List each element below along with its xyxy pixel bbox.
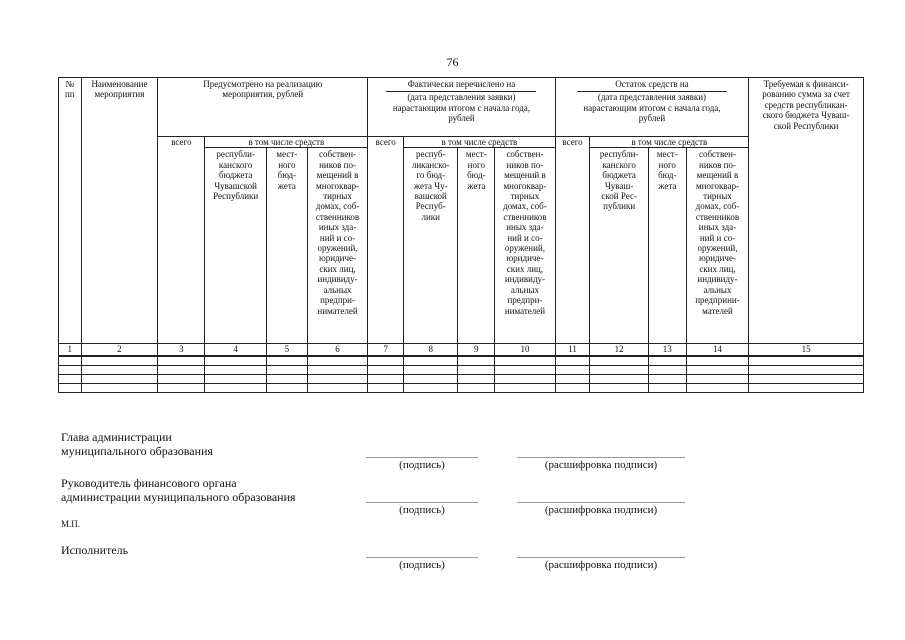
header-republic-budget: республи- канского бюджета Чувашской Республики [205, 148, 266, 344]
header-event-name: Наименование мероприятия [81, 78, 158, 344]
column-number: 1 [59, 344, 82, 357]
header-row-number: № пп [59, 78, 82, 344]
column-numbers-row [59, 344, 864, 357]
column-number: 8 [404, 344, 458, 357]
signature-caption: (подпись) [399, 559, 445, 571]
header-local-budget: мест- ного бюд- жета [648, 148, 686, 344]
signature-caption: (подпись) [399, 459, 445, 471]
fin-signature-line [366, 502, 478, 503]
header-balance-sub: (дата представления заявки) нарастающим итогом с начала года, рублей [583, 92, 721, 124]
column-number: 9 [458, 344, 495, 357]
header-required: Требуемая к финанси- рованию сумма за счет средств республикан- ского бюджета Чуваш- ской Республики [749, 78, 864, 344]
head-signature-line [366, 457, 478, 458]
executor-label: Исполнитель [61, 543, 129, 557]
column-number: 5 [266, 344, 307, 357]
fin-decode-line [517, 502, 685, 503]
header-including: в том числе средств [205, 137, 368, 148]
header-owners-funds: собствен- ников по- мещений в многоквар- тирных домах, соб- ственников иных зда- ний и со- оружений, юридиче- ских лиц, индивиду- альных предпри- нимателей [307, 148, 367, 344]
head-decode-line [517, 457, 685, 458]
decode-caption: (расшифровка подписи) [544, 559, 658, 571]
header-owners-funds: собствен- ников по- мещений в многоквар- тирных домах, соб- ственников иных зда- ний и со- оружений, юридиче- ских лиц, индивиду- альных предприни- мателей [686, 148, 748, 344]
table-row [59, 375, 864, 384]
header-including: в том числе средств [590, 137, 749, 148]
column-number: 13 [648, 344, 686, 357]
header-local-budget: мест- ного бюд- жета [458, 148, 495, 344]
header-transferred-sub: (дата представления заявки) нарастающим итогом с начала года, рублей [392, 92, 531, 124]
executor-signature-line [366, 557, 478, 558]
column-number: 10 [495, 344, 555, 357]
header-balance-title: Остаток средств на [615, 79, 689, 89]
column-number: 15 [749, 344, 864, 357]
fin-title-line1: Руководитель финансового органа [61, 476, 237, 490]
column-number: 6 [307, 344, 367, 357]
page-number: 76 [446, 55, 459, 69]
column-number: 11 [555, 344, 590, 357]
column-number: 2 [81, 344, 158, 357]
column-number: 4 [205, 344, 266, 357]
header-including: в том числе средств [404, 137, 556, 148]
decode-caption: (расшифровка подписи) [544, 459, 658, 471]
fin-title-line2: администрации муниципального образования [61, 490, 296, 504]
header-planned: Предусмотрено на реализацию мероприятия, рублей [158, 78, 368, 137]
header-transferred-title: Фактически перечислено на [407, 79, 516, 89]
head-title-line2: муниципального образования [61, 444, 213, 458]
table-row [59, 356, 864, 366]
column-number: 3 [158, 344, 205, 357]
table-row [59, 384, 864, 393]
header-owners-funds: собствен- ников по- мещений в многоквар- тирных домах, соб- ственников иных зда- ний и со- оружений, юридиче- ских лиц, индивиду- альных предпри- нимателей [495, 148, 555, 344]
seal-placeholder: М.П. [61, 519, 81, 529]
header-local-budget: мест- ного бюд- жета [266, 148, 307, 344]
header-transferred [368, 78, 555, 137]
table-row [59, 366, 864, 375]
header-republic-budget: республи- канского бюджета Чуваш- ской Рес- публики [590, 148, 648, 344]
decode-caption: (расшифровка подписи) [544, 504, 658, 516]
column-number: 7 [368, 344, 404, 357]
signature-caption: (подпись) [399, 504, 445, 516]
column-number: 12 [590, 344, 648, 357]
header-total: всего [158, 137, 205, 344]
header-republic-budget: респуб- ликанско- го бюд- жета Чу- вашской Респуб- лики [404, 148, 458, 344]
funding-table [58, 77, 864, 393]
head-title-line1: Глава администрации [61, 430, 172, 444]
column-number: 14 [686, 344, 748, 357]
executor-decode-line [517, 557, 685, 558]
header-total: всего [368, 137, 404, 344]
header-balance [555, 78, 749, 137]
header-total: всего [555, 137, 590, 344]
